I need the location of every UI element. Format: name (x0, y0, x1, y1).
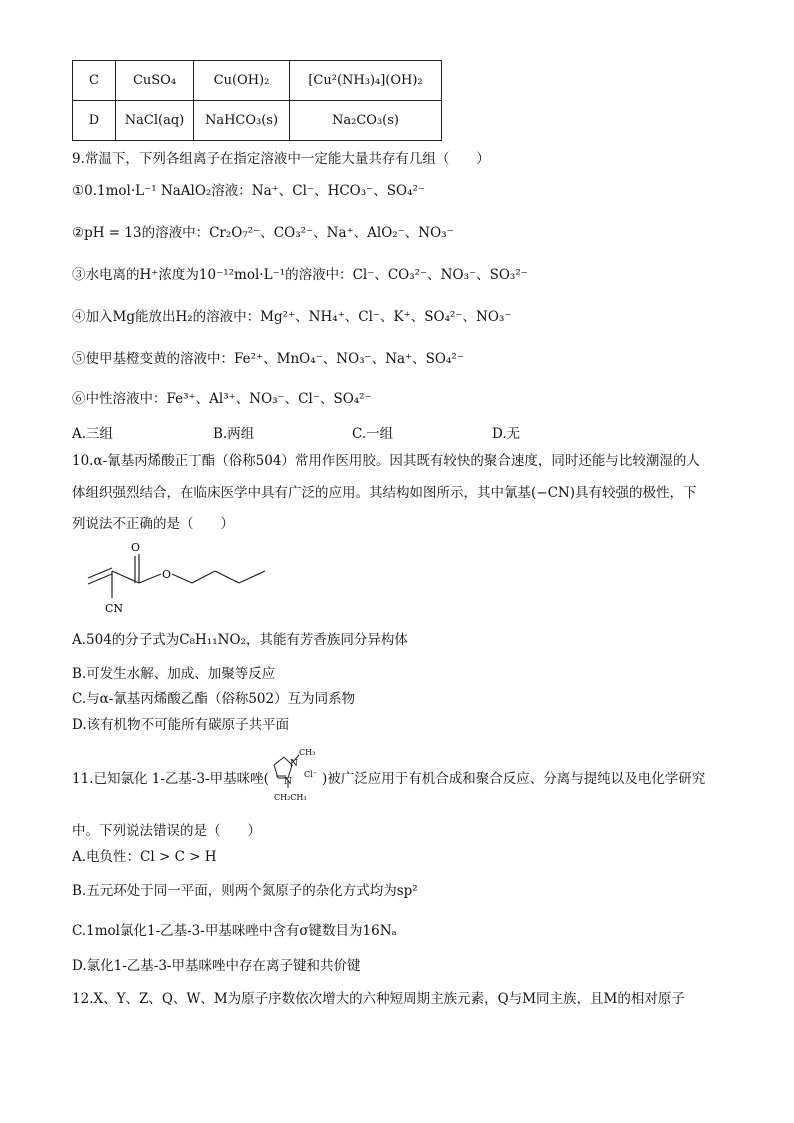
nitrogen-label-1: N (290, 759, 298, 769)
q9-choice-b: B.两组 (213, 426, 255, 442)
q9-item-5: ⑤使甲基橙变黄的溶液中：Fe²⁺、MnO₄⁻、NO₃⁻、Na⁺、SO₄²⁻ (72, 351, 464, 367)
q9-choice-a: A.三组 (72, 426, 114, 442)
chloride-label: Cl⁻ (304, 770, 317, 779)
q10-stem-line2: 体组织强烈结合，在临床医学中具有广泛的应用。其结构如图所示，其中氰基(−CN)具有较强的极性，下 (72, 485, 697, 501)
q11-option-c: C.1mol氯化1-乙基-3-甲基咪唑中含有σ键数目为16Nₐ (72, 923, 397, 939)
q11-stem-post: )被广泛应用于有机合成和聚合反应、分离与提纯以及电化学研究 (322, 771, 706, 787)
q9-choice-d: D.无 (492, 426, 521, 442)
ester-oxygen-label: O (162, 568, 172, 581)
table-row (73, 101, 442, 141)
table-row (73, 61, 442, 101)
q12-stem: 12.X、Y、Z、Q、W、M为原子序数依次增大的六种短周期主族元素，Q与M同主族，且M的相对原子 (72, 991, 685, 1007)
q11-option-b: B.五元环处于同一平面，则两个氮原子的杂化方式均为sp² (72, 883, 418, 899)
q10-stem-line1: 10.α-氰基丙烯酸正丁酯（俗称504）常用作医用胶。因其既有较快的聚合速度，同时还能与比较潮湿的人 (72, 453, 700, 469)
table-cell: NaHCO₃(s) (194, 101, 290, 141)
q11-option-d: D.氯化1-乙基-3-甲基咪唑中存在离子键和共价键 (72, 958, 361, 974)
q9-choice-c: C.一组 (352, 426, 394, 442)
butyl-cyanoacrylate-structure (85, 540, 285, 615)
q9-stem: 9.常温下，下列各组离子在指定溶液中一定能大量共存有几组（ ） (72, 151, 490, 167)
table-cell: CuSO₄ (116, 61, 194, 101)
table-cell: NaCl(aq) (116, 101, 194, 141)
options-table (72, 60, 442, 141)
methyl-label: CH₃ (299, 748, 316, 757)
q9-item-1: ①0.1mol·L⁻¹ NaAlO₂溶液：Na⁺、Cl⁻、HCO₃⁻、SO₄²⁻ (72, 183, 426, 199)
q10-option-a: A.504的分子式为C₈H₁₁NO₂，其能有芳香族同分异构体 (72, 632, 408, 648)
q10-option-d: D.该有机物不可能所有碳原子共平面 (72, 717, 290, 733)
carbonyl-oxygen-label: O (131, 541, 141, 554)
q10-option-b: B.可发生水解、加成、加聚等反应 (72, 666, 276, 682)
ethyl-label: CH₂CH₃ (274, 793, 307, 802)
q9-item-2: ②pH = 13的溶液中：Cr₂O₇²⁻、CO₃²⁻、Na⁺、AlO₂⁻、NO₃⁻ (72, 225, 454, 241)
q9-item-3: ③水电离的H⁺浓度为10⁻¹²mol·L⁻¹的溶液中：Cl⁻、CO₃²⁻、NO₃⁻、SO₃²⁻ (72, 267, 528, 283)
q10-option-c: C.与α-氰基丙烯酸乙酯（俗称502）互为同系物 (72, 691, 356, 707)
imidazolium-chloride-structure (262, 745, 322, 807)
q11-stem-pre: 11.已知氯化 1-乙基-3-甲基咪唑( (72, 771, 269, 787)
q9-item-6: ⑥中性溶液中：Fe³⁺、Al³⁺、NO₃⁻、Cl⁻、SO₄²⁻ (72, 391, 372, 407)
q10-stem-line3: 列说法不正确的是（ ） (72, 516, 234, 532)
q11-stem-line2: 中。下列说法错误的是（ ） (72, 823, 261, 839)
nitrogen-label-2: N (284, 777, 292, 787)
table-cell: C (73, 61, 116, 101)
q9-item-4: ④加入Mg能放出H₂的溶液中：Mg²⁺、NH₄⁺、Cl⁻、K⁺、SO₄²⁻、NO₃⁻ (72, 309, 512, 325)
cyano-label: CN (105, 602, 124, 615)
q11-option-a: A.电负性：Cl > C > H (72, 849, 217, 865)
table-cell: [Cu²(NH₃)₄](OH)₂ (290, 61, 442, 101)
table-cell: D (73, 101, 116, 141)
table-cell: Cu(OH)₂ (194, 61, 290, 101)
table-cell: Na₂CO₃(s) (290, 101, 442, 141)
